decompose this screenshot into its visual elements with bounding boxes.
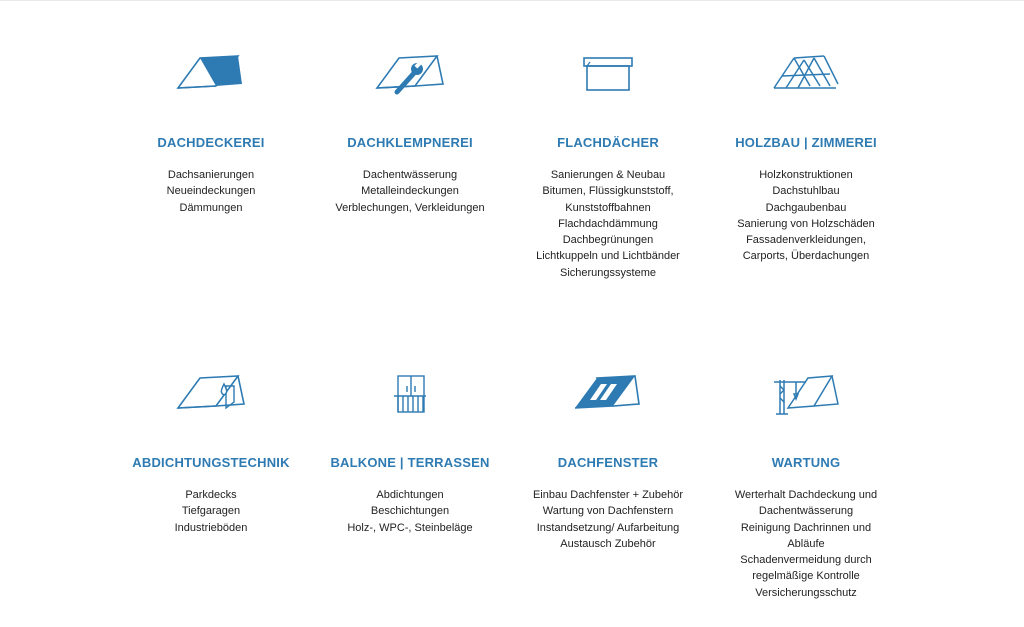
service-item: Dachbegrünungen bbox=[562, 234, 654, 247]
balcony-icon bbox=[310, 372, 510, 432]
service-item: Metalleindeckungen bbox=[361, 185, 459, 198]
service-item: Sicherungssysteme bbox=[560, 266, 656, 279]
timber-frame-icon bbox=[706, 52, 906, 112]
service-item: Werterhalt Dachdeckung und bbox=[734, 489, 878, 501]
service-title: BALKONE | TERRASSEN bbox=[330, 455, 490, 470]
flat-roof-icon bbox=[508, 52, 708, 112]
service-item: Versicherungsschutz bbox=[755, 586, 857, 599]
service-item: Schadenvermeidung durch bbox=[740, 554, 872, 567]
service-items bbox=[310, 167, 510, 216]
service-item: Abdichtungen bbox=[376, 489, 444, 501]
roof-waterproofing-icon bbox=[111, 372, 311, 432]
service-item: Reinigung Dachrinnen und bbox=[740, 521, 872, 534]
service-item: Parkdecks bbox=[185, 489, 237, 501]
service-item: Carports, Überdachungen bbox=[742, 250, 870, 263]
service-title: ABDICHTUNGSTECHNIK bbox=[132, 455, 290, 470]
service-item: Sanierungen & Neubau bbox=[550, 169, 666, 181]
service-title: FLACHDÄCHER bbox=[557, 135, 659, 150]
service-item: Kunststoffbahnen bbox=[565, 201, 651, 214]
roof-wrench-icon bbox=[310, 52, 510, 112]
service-card-abdichtungstechnik bbox=[111, 372, 311, 536]
service-item: Fassadenverkleidungen, bbox=[746, 234, 866, 247]
service-card-holzbau bbox=[706, 52, 906, 265]
roof-icon bbox=[111, 52, 311, 112]
service-items bbox=[508, 167, 708, 281]
service-item: Dachgaubenbau bbox=[765, 201, 847, 214]
service-items bbox=[111, 167, 311, 216]
service-item: Instandsetzung/ Aufarbeitung bbox=[536, 521, 680, 534]
service-item: Lichtkuppeln und Lichtbänder bbox=[536, 250, 680, 263]
service-card-flachdaecher bbox=[508, 52, 708, 281]
service-title: DACHDECKEREI bbox=[157, 135, 265, 150]
service-item: Einbau Dachfenster + Zubehör bbox=[532, 489, 684, 501]
service-item: Holz-, WPC-, Steinbeläge bbox=[347, 521, 473, 534]
roof-window-icon bbox=[508, 372, 708, 432]
service-item: Holzkonstruktionen bbox=[759, 169, 853, 181]
service-item: Dachstuhlbau bbox=[772, 185, 840, 198]
service-item: Flachdachdämmung bbox=[558, 217, 658, 230]
service-item: Wartung von Dachfenstern bbox=[542, 505, 674, 518]
service-title: DACHKLEMPNEREI bbox=[347, 135, 473, 150]
service-item: Verblechungen, Verkleidungen bbox=[335, 201, 485, 214]
service-item: Bitumen, Flüssigkunststoff, bbox=[542, 185, 674, 198]
service-items bbox=[111, 487, 311, 536]
service-item: Dämmungen bbox=[179, 201, 243, 214]
service-title: WARTUNG bbox=[771, 455, 841, 470]
service-item: regelmäßige Kontrolle bbox=[752, 570, 860, 583]
service-item: Dachsanierungen bbox=[167, 169, 255, 181]
service-item: Neueindeckungen bbox=[166, 185, 256, 198]
service-item: Industrieböden bbox=[174, 521, 248, 534]
service-item: Abläufe bbox=[787, 537, 825, 550]
roof-crane-icon bbox=[706, 372, 906, 432]
service-card-dachklempnerei bbox=[310, 52, 510, 216]
service-items bbox=[706, 167, 906, 265]
service-title: HOLZBAU | ZIMMEREI bbox=[735, 135, 877, 150]
service-title: DACHFENSTER bbox=[557, 455, 659, 470]
service-card-dachdeckerei bbox=[111, 52, 311, 216]
service-items bbox=[310, 487, 510, 536]
service-card-dachfenster bbox=[508, 372, 708, 552]
service-item: Dachentwässerung bbox=[758, 505, 854, 518]
service-item: Sanierung von Holzschäden bbox=[737, 217, 875, 230]
service-card-balkone bbox=[310, 372, 510, 536]
service-item: Beschichtungen bbox=[370, 505, 450, 518]
service-item: Austausch Zubehör bbox=[560, 537, 656, 550]
service-item: Dachentwässerung bbox=[362, 169, 458, 181]
service-items bbox=[706, 487, 906, 601]
top-divider bbox=[0, 0, 1024, 1]
service-items bbox=[508, 487, 708, 552]
service-item: Tiefgaragen bbox=[181, 505, 241, 518]
service-card-wartung bbox=[706, 372, 906, 601]
